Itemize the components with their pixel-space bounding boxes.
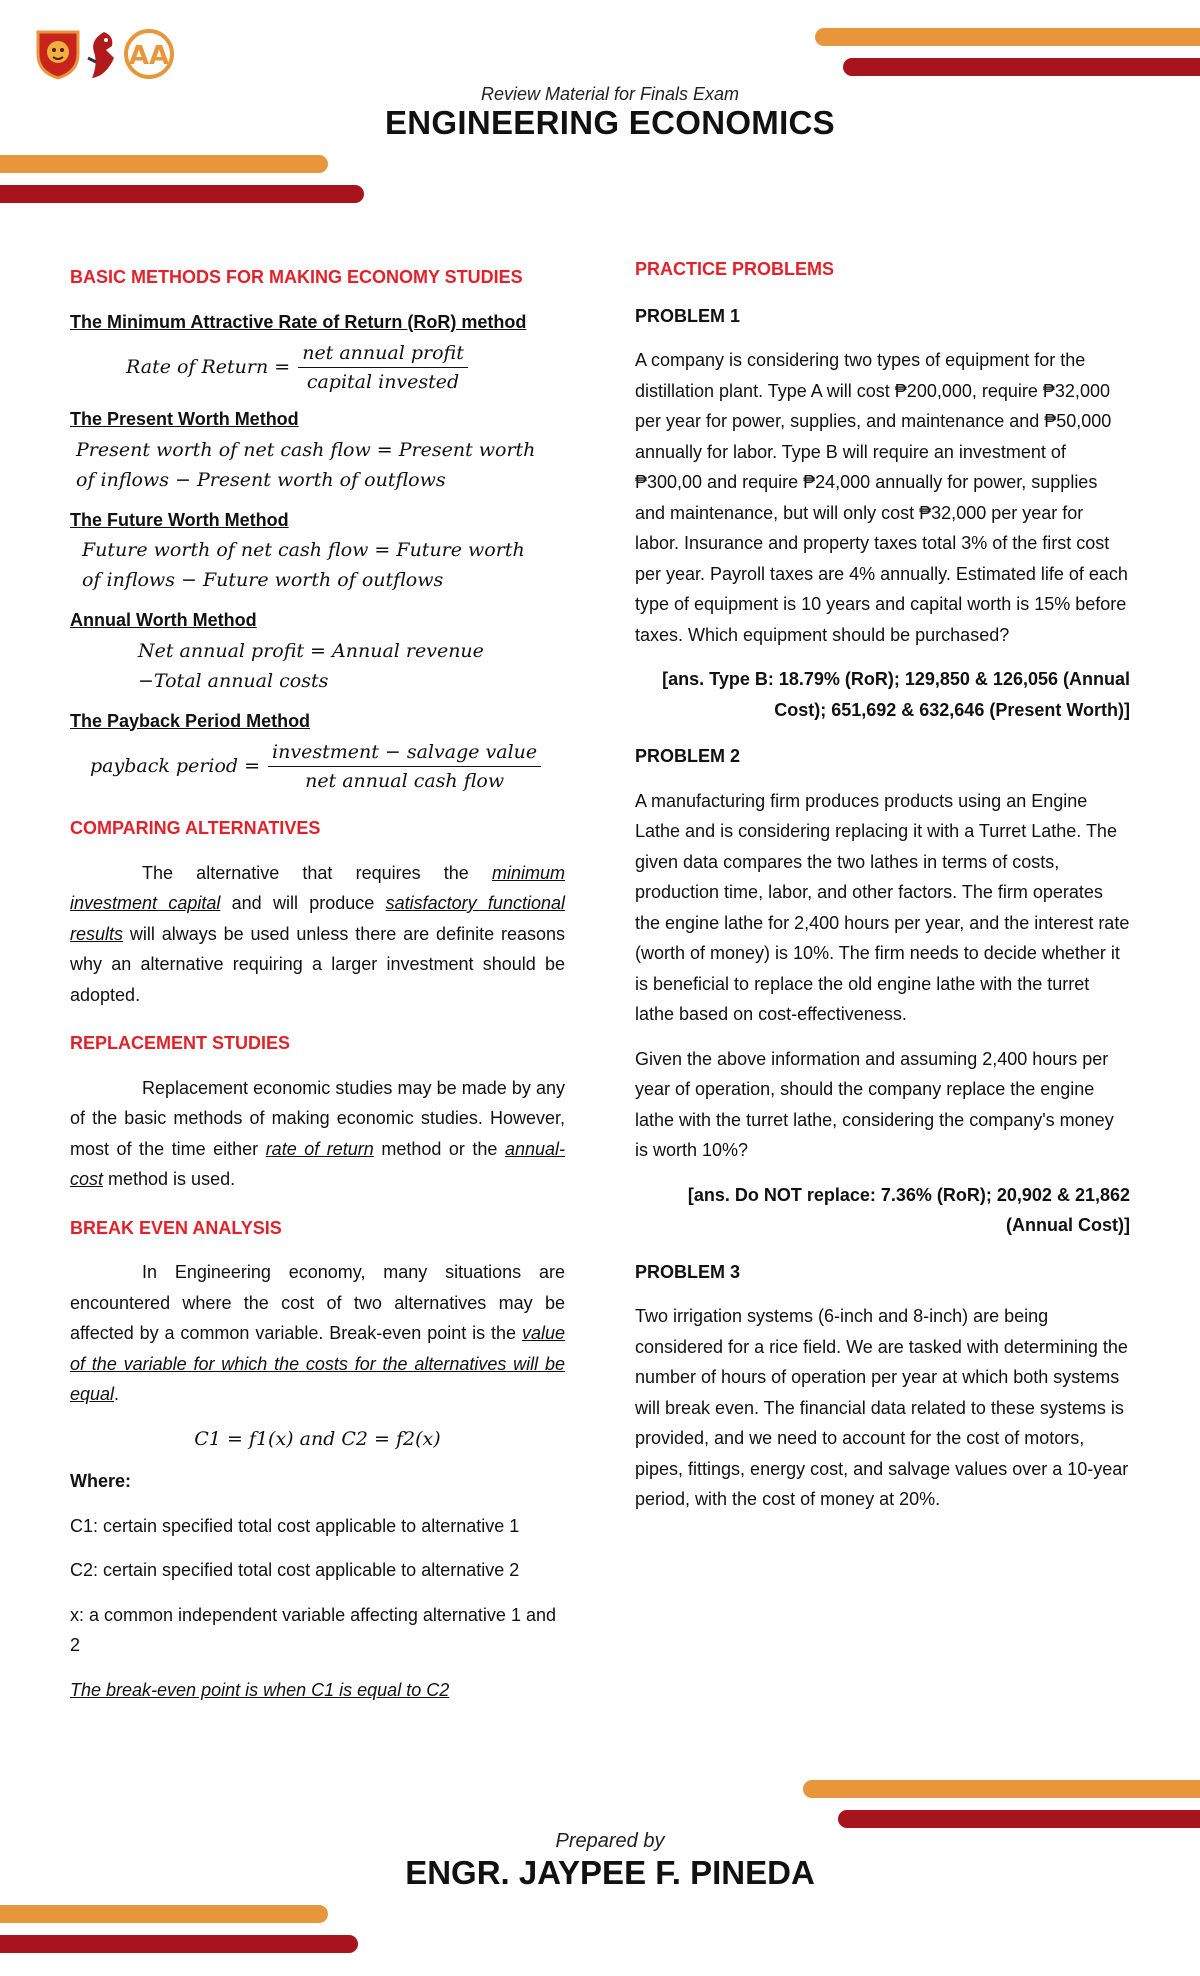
- author-name: ENGR. JAYPEE F. PINEDA: [405, 1854, 815, 1891]
- problem-1-title: PROBLEM 1: [635, 305, 741, 326]
- top-left-orange-bar: [0, 155, 328, 173]
- break-even-equation: C1 = f1(x) and C2 = f2(x): [194, 1427, 441, 1450]
- break-even-heading: BREAK EVEN ANALYSIS: [70, 1217, 282, 1238]
- annual-worth-formula-line2: −Total annual costs: [138, 669, 329, 692]
- ror-fraction: [298, 339, 468, 396]
- replacement-text-2: method or the: [373, 1138, 505, 1159]
- header-subtitle: Review Material for Finals Exam: [480, 84, 740, 104]
- payback-formula: [90, 738, 565, 795]
- c2-definition: C2: certain specified total cost applicable to alternative 2: [70, 1560, 520, 1580]
- break-even-text-1: In Engineering economy, many situations are encountered where the cost of two alternatives may be affected by a common variable. Break-even point is the: [70, 1262, 565, 1343]
- comparing-emphasis-2: satisfactory functional results: [70, 893, 565, 944]
- problem-2-title: PROBLEM 2: [635, 746, 741, 766]
- payback-denominator: net annual cash flow: [305, 770, 505, 792]
- ror-method-title: The Minimum Attractive Rate of Return (RoR) method: [70, 311, 527, 332]
- prepared-by-label: Prepared by: [555, 1830, 665, 1852]
- left-column: [70, 262, 565, 1719]
- where-label: Where:: [70, 1471, 132, 1491]
- break-even-closing: The break-even point is when C1 is equal to C2: [70, 1679, 450, 1700]
- comparing-text-1: The alternative that requires the: [142, 862, 492, 883]
- bottom-right-orange-bar: [803, 1780, 1200, 1798]
- top-left-red-bar: [0, 185, 364, 203]
- ror-formula-lhs: Rate of Return =: [126, 356, 291, 379]
- problem-1-answer: [635, 664, 1130, 725]
- lion-shield-logo: [34, 28, 82, 85]
- replacement-text-1: Replacement economic studies may be made by any of the basic methods of making economic studies. However, most of the time either: [70, 1077, 565, 1159]
- problem-1-answer-line1: [ans. Type B: 18.79% (RoR); 129,850 & 126,056 (Annual: [662, 669, 1130, 689]
- future-worth-formula-line2: of inflows − Future worth of outflows: [82, 569, 444, 591]
- basic-methods-heading: BASIC METHODS FOR MAKING ECONOMY STUDIES: [70, 267, 523, 287]
- practice-problems-heading: PRACTICE PROBLEMS: [635, 259, 835, 279]
- replacement-studies-paragraph: [70, 1073, 565, 1195]
- top-right-orange-bar: [815, 28, 1200, 46]
- replacement-emphasis-1: rate of return: [265, 1138, 374, 1159]
- payback-formula-lhs: payback period =: [90, 755, 261, 778]
- ror-denominator: capital invested: [306, 371, 460, 393]
- payback-numerator: investment − salvage value: [268, 738, 541, 767]
- problem-2-answer-line2: (Annual Cost)]: [1006, 1215, 1130, 1235]
- present-worth-title: The Present Worth Method: [70, 409, 299, 429]
- problem-1-text: A company is considering two types of equipment for the distillation plant. Type A will cost ₱200,000, require ₱32,000 per year for power, supplies, and maintenance and ₱50,000 annually for labor. Type B will require an investment of ₱300,00 and require ₱24,000 annually for power, supplies and maintenance, but will only cost ₱32,000 per year for labor. Insurance and property taxes total 3% of the first cost per year. Payroll taxes are 4% annually. Estimated life of each type of equipment is 10 years and capital worth is 15% before taxes. Which equipment should be purchased?: [635, 350, 1128, 645]
- replacement-studies-heading: REPLACEMENT STUDIES: [70, 1033, 291, 1053]
- c1-definition: C1: certain specified total cost applicable to alternative 1: [70, 1515, 520, 1536]
- annual-worth-formula-line1: Net annual profit = Annual revenue: [138, 639, 484, 662]
- problem-3-text: Two irrigation systems (6-inch and 8-inch) are being considered for a rice field. We are tasked with determining the number of hours of operation per year at which both systems will break even. The financial data related to these systems is provided, and we need to account for the cost of motors, pipes, fittings, energy cost, and salvage values over a 10-year period, with the cost of money at 20%.: [635, 1306, 1129, 1509]
- problem-2-answer-line1: [ans. Do NOT replace: 7.36% (RoR); 20,902 & 21,862: [687, 1184, 1130, 1205]
- problem-2-answer: [635, 1180, 1130, 1241]
- break-even-text-2: .: [114, 1384, 120, 1404]
- bottom-left-red-bar: [0, 1935, 358, 1953]
- top-right-red-bar: [843, 58, 1200, 76]
- x-definition: x: a common independent variable affecting alternative 1 and 2: [70, 1604, 556, 1655]
- break-even-paragraph: [70, 1257, 565, 1410]
- comparing-emphasis-1: minimum investment capital: [70, 862, 565, 913]
- annual-worth-title: Annual Worth Method: [70, 610, 257, 630]
- logo-monogram-text: AA: [128, 41, 170, 71]
- ror-numerator: net annual profit: [298, 339, 468, 368]
- present-worth-formula-line2: of inflows − Present worth of outflows: [76, 468, 446, 491]
- right-column: [635, 254, 1130, 1529]
- present-worth-formula-line1: Present worth of net cash flow = Present worth: [76, 438, 536, 461]
- comparing-text-3: will always be used unless there are definite reasons why an alternative requiring a larger investment should be adopted.: [70, 923, 565, 1005]
- replacement-text-3: method is used.: [103, 1169, 236, 1189]
- payback-fraction: [268, 738, 541, 795]
- problem-3-title: PROBLEM 3: [635, 1261, 741, 1282]
- problem-1-answer-line2: Cost); 651,692 & 632,646 (Present Worth)]: [774, 699, 1130, 720]
- comparing-alternatives-heading: COMPARING ALTERNATIVES: [70, 818, 321, 838]
- bottom-right-red-bar: [838, 1810, 1200, 1828]
- payback-period-title: The Payback Period Method: [70, 710, 311, 731]
- ror-formula: [126, 339, 565, 396]
- comparing-text-2: and will produce: [220, 893, 386, 913]
- break-even-emphasis: value of the variable for which the costs for the alternatives will be equal: [70, 1323, 565, 1404]
- header-title: ENGINEERING ECONOMICS: [384, 104, 835, 141]
- future-worth-formula-line1: Future worth of net cash flow = Future worth: [82, 539, 525, 561]
- aa-monogram-logo: [122, 28, 176, 85]
- bottom-left-orange-bar: [0, 1905, 328, 1923]
- comparing-alternatives-paragraph: [70, 858, 565, 1011]
- replacement-emphasis-2: annual- cost: [70, 1138, 565, 1189]
- problem-2-text-1: A manufacturing firm produces products using an Engine Lathe and is considering replacing it with a Turret Lathe. The given data compares the two lathes in terms of costs, production time, labor, and other factors. The firm operates the engine lathe for 2,400 hours per year, and the interest rate (worth of money) is 10%. The firm needs to decide whether it is beneficial to replace the old engine lathe with the turret lathe based on cost-effectiveness.: [635, 790, 1130, 1024]
- red-bird-logo: [84, 28, 118, 85]
- future-worth-title: The Future Worth Method: [70, 509, 289, 530]
- problem-2-text-2: Given the above information and assuming 2,400 hours per year of operation, should the company replace the engine lathe with the turret lathe, considering the company's money is worth 10%?: [635, 1048, 1114, 1160]
